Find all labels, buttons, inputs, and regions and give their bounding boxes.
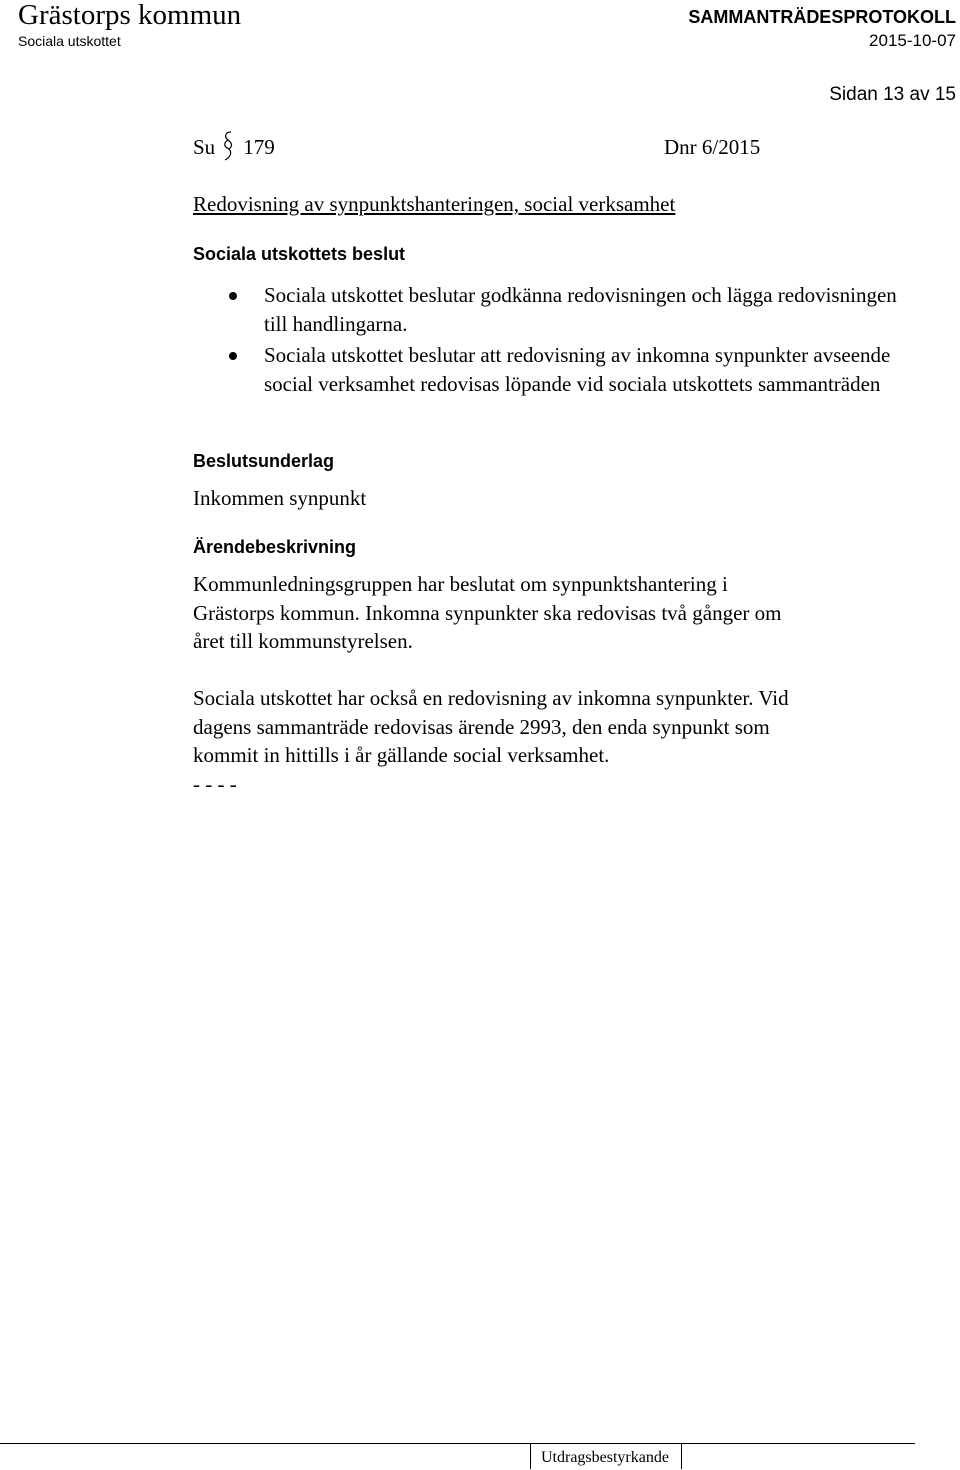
text-line: året till kommunstyrelsen. <box>193 629 413 653</box>
text-line: Kommunledningsgruppen har beslutat om synpunktshantering i <box>193 572 728 596</box>
document-type: SAMMANTRÄDESPROTOKOLL <box>688 7 956 27</box>
description-paragraph-2 <box>193 684 789 770</box>
basis-text: Inkommen synpunkt <box>193 486 367 510</box>
description-paragraph-1 <box>193 570 781 656</box>
certification-label: Utdragsbestyrkande <box>541 1449 669 1466</box>
text-line: dagens sammanträde redovisas ärende 2993, den enda synpunkt som <box>193 714 770 739</box>
paragraph-title: Redovisning av synpunktshanteringen, social verksamhet <box>193 192 676 216</box>
decision-item-text: Sociala utskottet beslutar att redovisning av inkomna synpunkter avseende social verksamhet redovisas löpande vid sociala utskottets sammanträden <box>264 343 891 396</box>
decision-list <box>193 281 913 399</box>
end-marker: - - - - <box>193 772 237 796</box>
diary-number: Dnr 6/2015 <box>664 135 761 159</box>
meeting-date: 2015-10-07 <box>869 31 956 50</box>
organization-name: Grästorps kommun <box>18 0 242 31</box>
bullet-icon <box>229 292 237 300</box>
text-line: Grästorps kommun. Inkomna synpunkter ska redovisas två gånger om <box>193 600 782 625</box>
committee-name: Sociala utskottet <box>18 33 121 49</box>
paragraph-prefix: Su <box>193 135 216 159</box>
section-symbol <box>221 130 235 162</box>
list-item <box>193 281 913 339</box>
decision-item-text: Sociala utskottet beslutar godkänna redovisningen och lägga redovisningen till handlingarna. <box>264 283 897 336</box>
footer-divider <box>0 1443 915 1444</box>
text-line: Sociala utskottet har också en redovisning av inkomna synpunkter. Vid <box>193 686 789 710</box>
paragraph-id <box>193 134 275 162</box>
paragraph-number: 179 <box>243 135 275 159</box>
list-item <box>193 341 913 399</box>
basis-heading: Beslutsunderlag <box>193 451 335 471</box>
decision-heading: Sociala utskottets beslut <box>193 244 406 264</box>
text-line: kommit in hittills i år gällande social verksamhet. <box>193 743 610 767</box>
page-number: Sidan 13 av 15 <box>829 84 956 105</box>
description-heading: Ärendebeskrivning <box>193 537 357 557</box>
bullet-icon <box>229 352 237 360</box>
